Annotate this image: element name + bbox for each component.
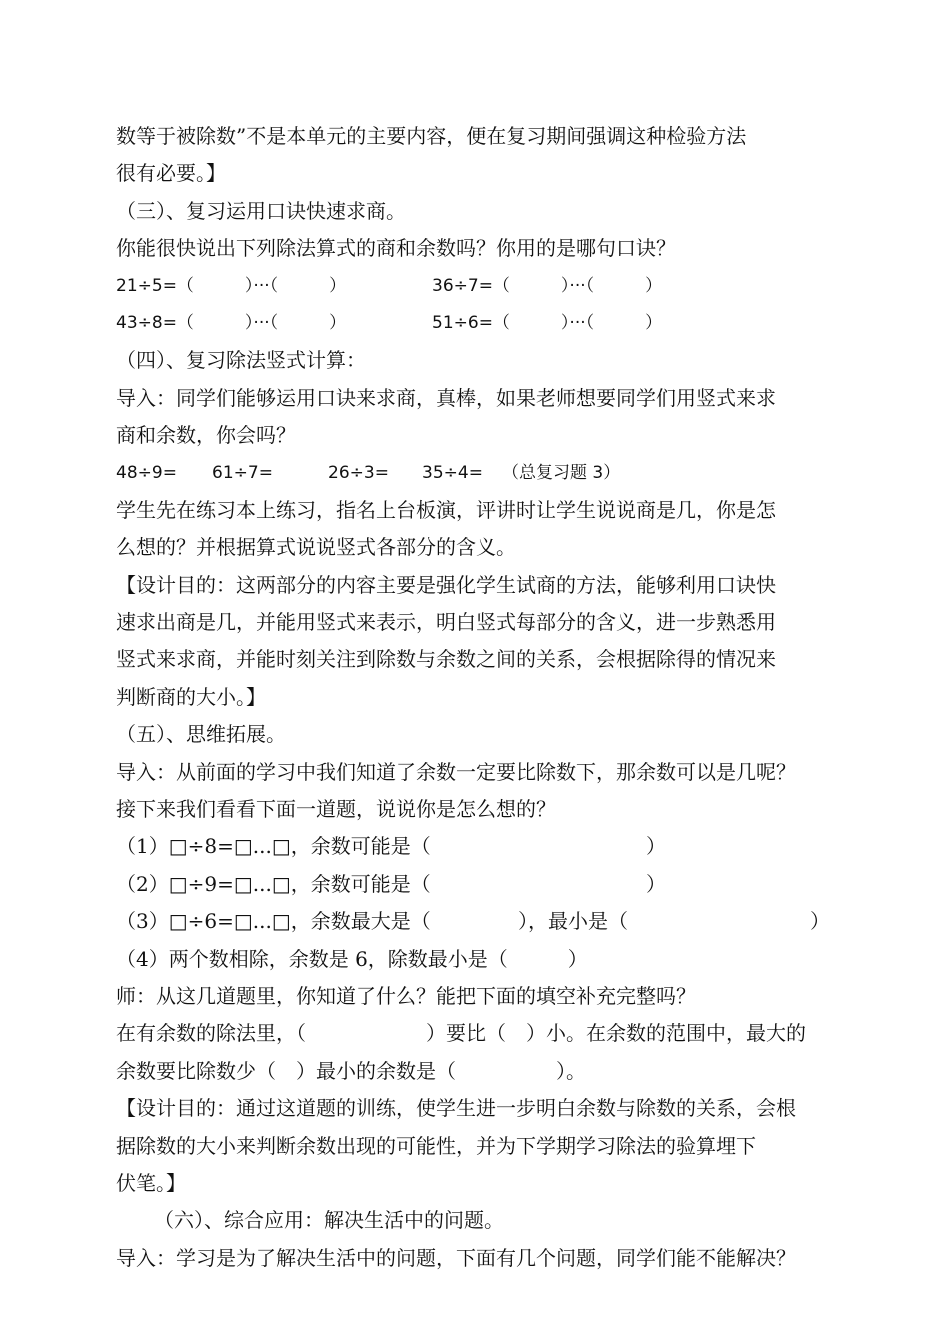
design-purpose: 【设计目的：通过这道题的训练，使学生进一步明白余数与除数的关系，会根 [116,1096,796,1121]
text-line: 你能很快说出下列除法算式的商和余数吗？你用的是哪句口诀？ [116,236,676,261]
text-line: 师：从这几道题里，你知道了什么？能把下面的填空补充完整吗？ [116,983,696,1008]
text-line: 学生先在练习本上练习，指名上台板演，评讲时让学生说说商是几，你是怎 [116,497,776,522]
oral-row-1 [116,268,844,305]
think-question-1 [116,828,844,865]
text-line: 速求出商是几，并能用竖式来表示，明白竖式每部分的含义，进一步熟悉用 [116,610,776,635]
text-line: 数等于被除数”不是本单元的主要内容，便在复习期间强调这种检验方法 [116,124,747,148]
text-line: 导入：学习是为了解决生活中的问题，下面有几个问题，同学们能不能解决？ [116,1245,796,1270]
vertical-exercises [116,455,844,492]
text-line: 很有必要。】 [116,161,226,186]
section-heading-6: （六）、综合应用：解决生活中的问题。 [154,1208,504,1233]
section-heading-3: （三）、复习运用口诀快速求商。 [116,198,406,223]
question-text: （3）□÷6=□...□，余数最大是（ [116,909,431,934]
section-heading-5: （五）、思维拓展。 [116,722,286,747]
section-heading-4: （四）、复习除法竖式计算： [116,348,366,373]
oral-row-2 [116,305,844,342]
exercise: 26÷3= [328,462,389,483]
oral-question: 51÷6=（ ）···（ ） [432,312,663,333]
oral-question: 21÷5=（ ）···（ ） [116,275,347,296]
text-line: 导入：同学们能够运用口诀来求商，真棒，如果老师想要同学们用竖式来求 [116,385,776,410]
exercise-reference: （总复习题 3） [502,462,621,483]
think-question-3 [116,903,844,940]
question-close: ） [646,834,666,859]
question-text: ），最小是（ [518,909,628,934]
document-page [116,118,844,1277]
think-question-2 [116,866,844,903]
text-line: 么想的？并根据算式说说竖式各部分的含义。 [116,535,516,560]
design-purpose: 【设计目的：这两部分的内容主要是强化学生试商的方法，能够利用口诀快 [116,572,776,597]
text-line: 商和余数，你会吗？ [116,423,296,448]
question-close: ） [810,909,830,934]
question-text: （1）□÷8=□...□，余数可能是（ [116,834,431,859]
fill-in-line: 在有余数的除法里，（ ）要比（ ）小。在余数的范围中，最大的 [116,1021,806,1046]
text-line: 据除数的大小来判断余数出现的可能性，并为下学期学习除法的验算埋下 [116,1133,756,1158]
exercise: 35÷4= [422,462,483,483]
question-close: ） [646,871,666,896]
oral-question: 36÷7=（ ）···（ ） [432,275,663,296]
text-line: 接下来我们看看下面一道题，说说你是怎么想的？ [116,797,556,822]
fill-in-line: 余数要比除数少（ ）最小的余数是（ ）。 [116,1058,586,1083]
text-line: 伏笔。】 [116,1170,186,1195]
text-line: 判断商的大小。】 [116,684,266,709]
think-question-4: （4）两个数相除，余数是 6，除数最小是（ ） [116,946,588,971]
text-line: 竖式来求商，并能时刻关注到除数与余数之间的关系，会根据除得的情况来 [116,647,776,672]
exercise: 61÷7= [212,462,273,483]
oral-question: 43÷8=（ ）···（ ） [116,312,347,333]
question-text: （2）□÷9=□...□，余数可能是（ [116,871,431,896]
text-line: 导入：从前面的学习中我们知道了余数一定要比除数下，那余数可以是几呢？ [116,759,796,784]
exercise: 48÷9= [116,462,177,483]
